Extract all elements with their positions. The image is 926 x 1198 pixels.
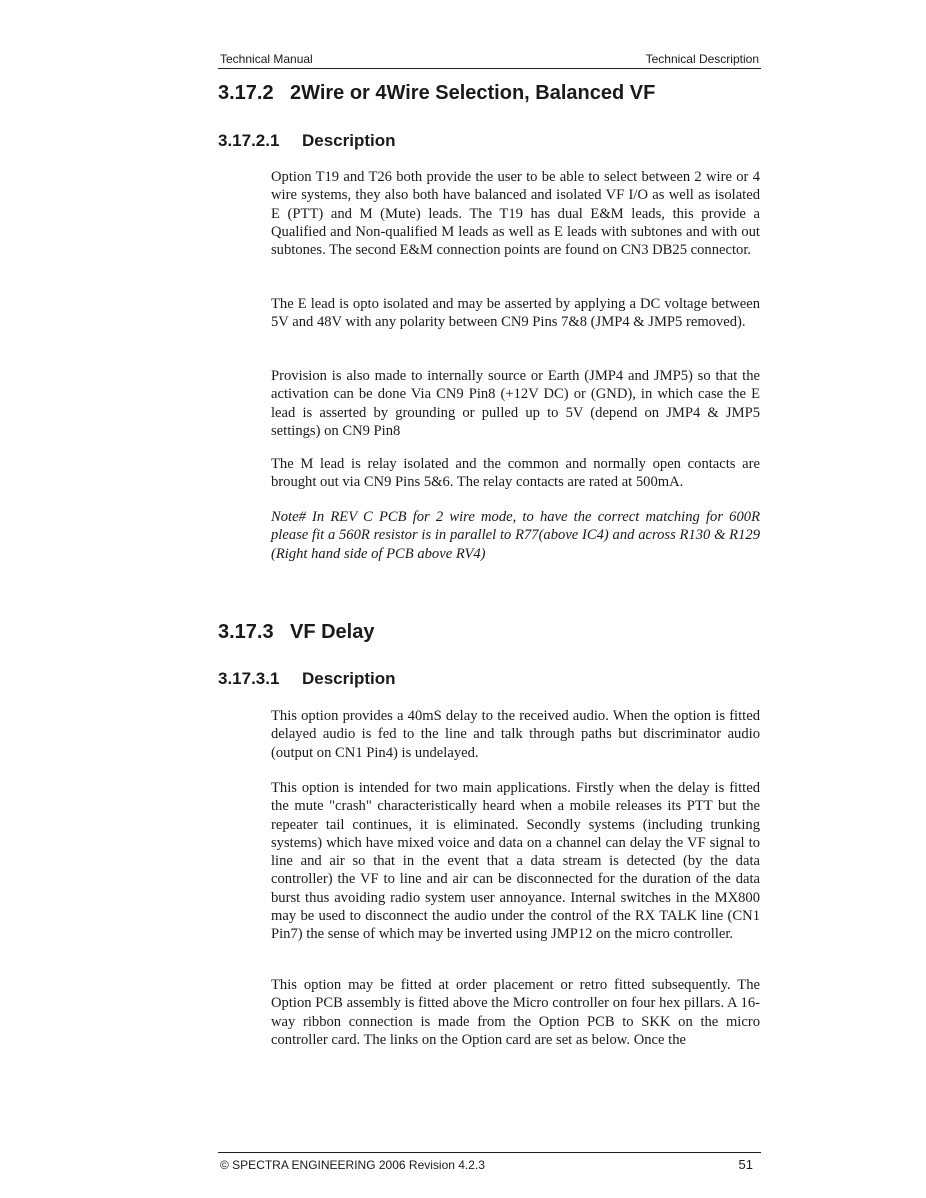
footer-copyright: © SPECTRA ENGINEERING 2006 Revision 4.2.3 (220, 1158, 485, 1172)
section-number: 3.17.2 (218, 82, 274, 104)
section-title: 2Wire or 4Wire Selection, Balanced VF (290, 82, 656, 104)
page-footer (218, 1152, 761, 1175)
subsection-number: 3.17.3.1 (218, 669, 280, 688)
page-header (218, 50, 761, 69)
paragraph: Option T19 and T26 both provide the user to be able to select between 2 wire or 4 wire systems, they also both have balanced and isolated VF I/O as well as isolated E (PTT) and M (Mute) leads. The T19 has dual E&M leads, this provide a Qualified and Non-qualified M leads as well as E leads with subtones and with out subtones. The second E&M connection points are found on CN3 DB25 connector. (271, 169, 760, 259)
paragraph: Provision is also made to internally source or Earth (JMP4 and JMP5) so that the activation can be done Via CN9 Pin8 (+12V DC) or (GND), in which case the E lead is asserted by grounding or pulled up to 5V (depend on JMP4 & JMP5 settings) on CN9 Pin8 (271, 368, 760, 439)
paragraph: The E lead is opto isolated and may be asserted by applying a DC voltage between 5V and 48V with any polarity between CN9 Pins 7&8 (JMP4 & JMP5 removed). (271, 296, 760, 331)
subsection-heading-description (218, 131, 396, 151)
paragraph: This option is intended for two main applications. Firstly when the delay is fitted the mute "crash" characteristically heard when a mobile releases its PTT but the repeater tail continues, it is eliminated. Secondly systems (including trunking systems) which have mixed voice and data on a channel can delay the VF signal to line and air so that in the event that a data stream is detected (by the data controller) the VF to line and air can be disconnected for the duration of the data burst thus avoiding radio system user annoyance. Internal switches in the MX800 may be used to disconnect the audio under the control of the RX TALK line (CN1 Pin7) the sense of which may be inverted using JMP12 on the micro controller. (271, 780, 760, 943)
section-heading-vf-delay (218, 621, 374, 644)
subsection-heading-description (218, 669, 396, 689)
subsection-title: Description (302, 131, 396, 150)
section-title: VF Delay (290, 621, 375, 643)
paragraph: The M lead is relay isolated and the common and normally open contacts are brought out via CN9 Pins 5&6. The relay contacts are rated at 500mA. (271, 456, 760, 491)
section-number: 3.17.3 (218, 621, 274, 643)
paragraph: This option may be fitted at order placement or retro fitted subsequently. The Option PCB assembly is fitted above the Micro controller on four hex pillars. A 16-way ribbon connection is made from the Option PCB to SKK on the micro controller card. The links on the Option card are set as below. Once the (271, 977, 760, 1048)
subsection-number: 3.17.2.1 (218, 131, 280, 150)
note-paragraph: Note# In REV C PCB for 2 wire mode, to have the correct matching for 600R please fit a 560R resistor is in parallel to R77(above IC4) and across R130 & R129 (Right hand side of PCB above RV4) (271, 509, 760, 562)
header-section-title: Technical Description (645, 52, 759, 66)
page-number: 51 (738, 1157, 753, 1172)
section-heading-2wire-4wire (218, 82, 655, 105)
paragraph: This option provides a 40mS delay to the received audio. When the option is fitted delayed audio is fed to the line and talk through paths but discriminator audio (output on CN1 Pin4) is undelayed. (271, 708, 760, 761)
header-manual-title: Technical Manual (220, 52, 313, 66)
subsection-title: Description (302, 669, 396, 688)
